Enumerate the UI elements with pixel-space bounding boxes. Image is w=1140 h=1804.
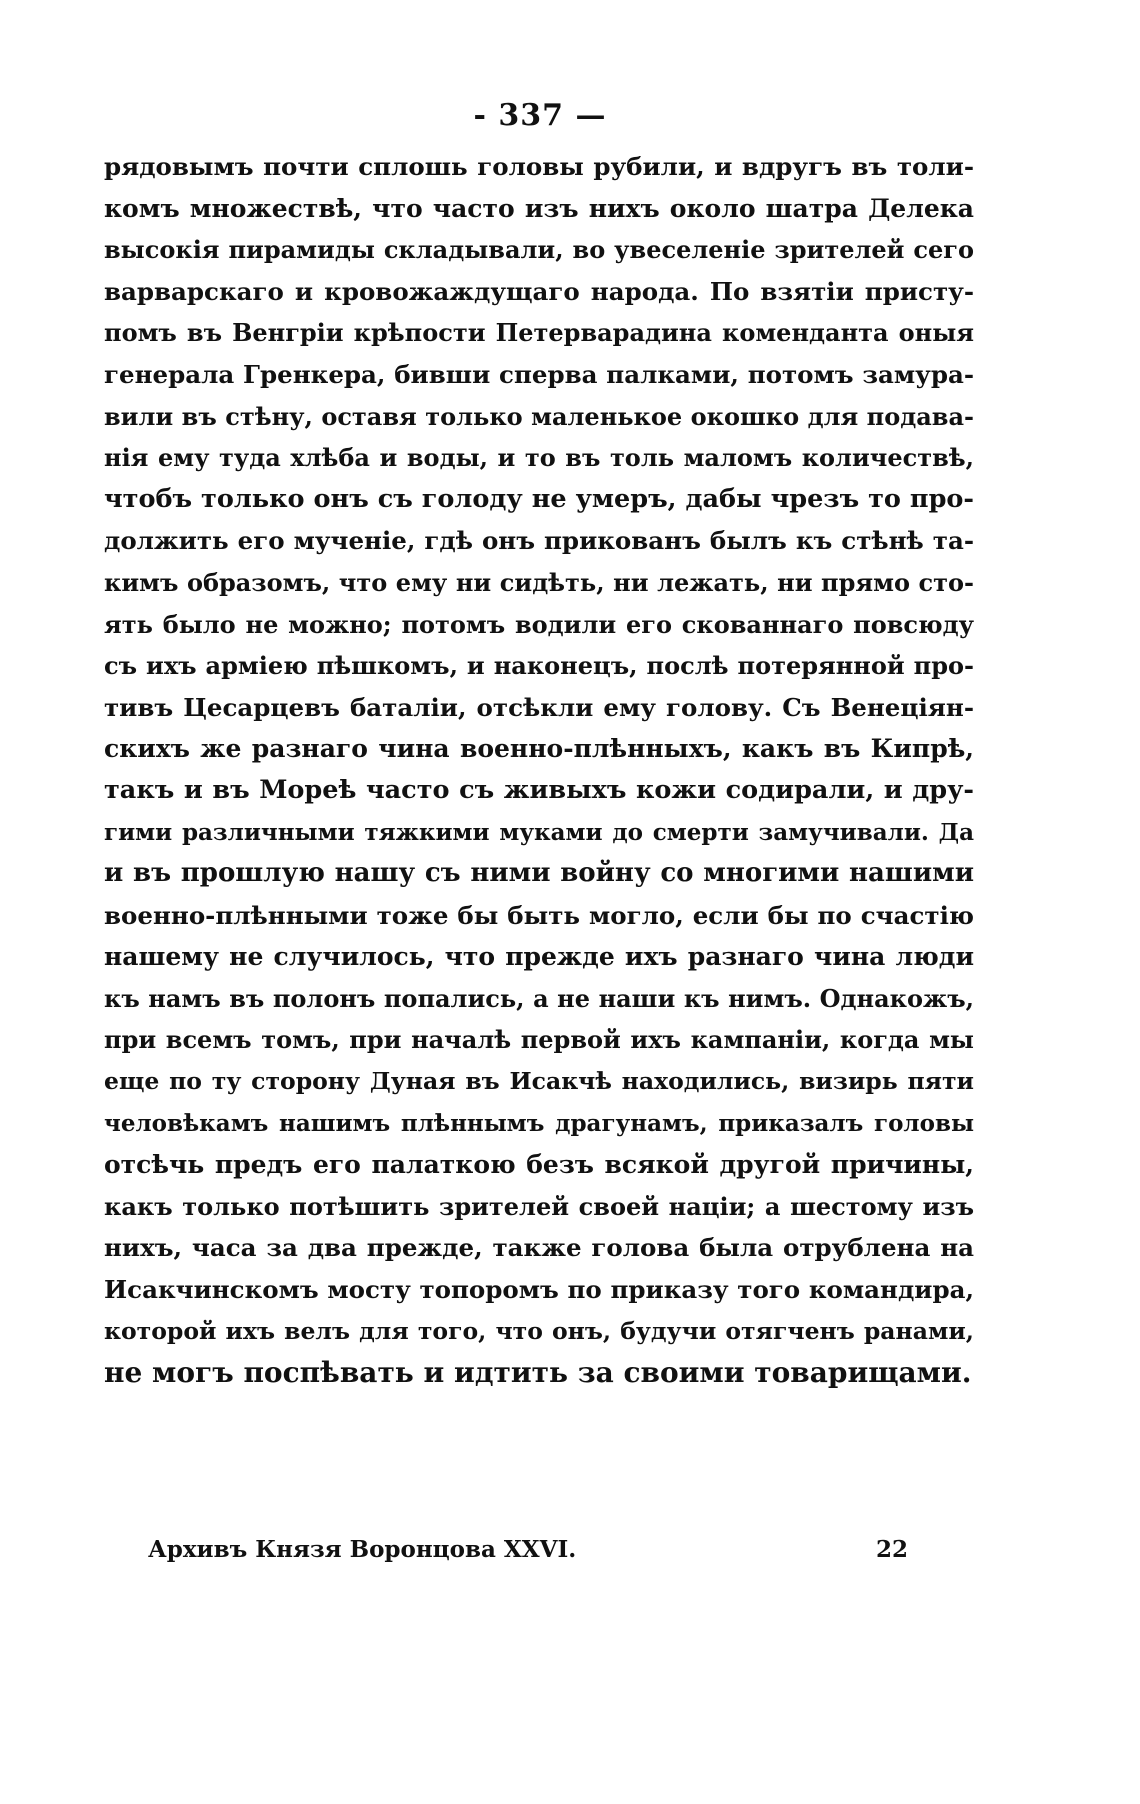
text-line-last: не могъ поспѣвать и идтить за своими товарищами. xyxy=(104,1356,972,1390)
footer-title: Архивъ Князя Воронцова XXVI. xyxy=(148,1536,577,1563)
text-line: генерала Гренкера, бивши сперва палками, потомъ замура- xyxy=(104,359,974,389)
text-line: должить его мученіе, гдѣ онъ прикованъ былъ къ стѣнѣ та- xyxy=(104,526,974,556)
text-line: Исакчинскомъ мосту топоромъ по приказу того командира, xyxy=(104,1275,974,1305)
text-line: рядовымъ почти сплошь головы рубили, и вдругъ въ толи- xyxy=(104,152,974,181)
body-text xyxy=(104,146,974,1394)
text-line: и въ прошлую нашу съ ними войну со многими нашими xyxy=(104,858,974,889)
text-line: вили въ стѣну, оставя только маленькое окошко для подава- xyxy=(104,401,974,431)
signature-mark: 22 xyxy=(875,1536,908,1563)
text-line: какъ только потѣшить зрителей своей націи; а шестому изъ xyxy=(104,1191,974,1221)
text-line: отсѣчь предъ его палаткою безъ всякой другой причины, xyxy=(104,1150,974,1180)
text-line: нія ему туда хлѣба и воды, и то въ толь маломъ количествѣ, xyxy=(104,443,974,473)
page-number: - 337 — xyxy=(473,98,607,133)
text-line: военно-плѣнными тоже бы быть могло, если бы по счастію xyxy=(104,900,974,930)
text-line: высокія пирамиды складывали, во увеселеніе зрителей сего xyxy=(104,235,974,265)
text-line: ять было не можно; потомъ водили его скованнаго повсюду xyxy=(104,609,974,639)
text-line: кимъ образомъ, что ему ни сидѣть, ни лежать, ни прямо сто- xyxy=(104,567,974,597)
text-line: тивъ Цесарцевъ баталіи, отсѣкли ему голову. Съ Венеціян- xyxy=(104,692,974,722)
text-line: гими различными тяжкими муками до смерти замучивали. Да xyxy=(104,818,974,846)
text-line: къ намъ въ полонъ попались, а не наши къ нимъ. Однакожъ, xyxy=(104,983,974,1013)
text-line: еще по ту сторону Дуная въ Исакчѣ находились, визирь пяти xyxy=(104,1067,974,1096)
text-line: съ ихъ арміею пѣшкомъ, и наконецъ, послѣ потерянной про- xyxy=(104,651,974,681)
text-line: помъ въ Венгріи крѣпости Петерварадина коменданта оныя xyxy=(104,318,974,348)
text-line: нашему не случилось, что прежде ихъ разнаго чина люди xyxy=(104,942,974,972)
text-line: скихъ же разнаго чина военно-плѣнныхъ, какъ въ Кипрѣ, xyxy=(104,734,974,764)
text-line: такъ и въ Мореѣ часто съ живыхъ кожи содирали, и дру- xyxy=(104,774,974,805)
text-line: варварскаго и кровожаждущаго народа. По взятіи присту- xyxy=(104,276,974,306)
text-line: комъ множествѣ, что часто изъ нихъ около шатра Делека xyxy=(104,193,974,223)
text-line: при всемъ томъ, при началѣ первой ихъ кампаніи, когда мы xyxy=(104,1025,974,1055)
text-line: чтобъ только онъ съ голоду не умеръ, дабы чрезъ то про- xyxy=(104,483,974,514)
text-line: человѣкамъ нашимъ плѣннымъ драгунамъ, приказалъ головы xyxy=(104,1109,974,1137)
text-line: нихъ, часа за два прежде, также голова была отрублена на xyxy=(104,1233,974,1263)
page-footer xyxy=(148,1536,908,1563)
text-line: которой ихъ велъ для того, что онъ, будучи отягченъ ранами, xyxy=(104,1316,974,1345)
